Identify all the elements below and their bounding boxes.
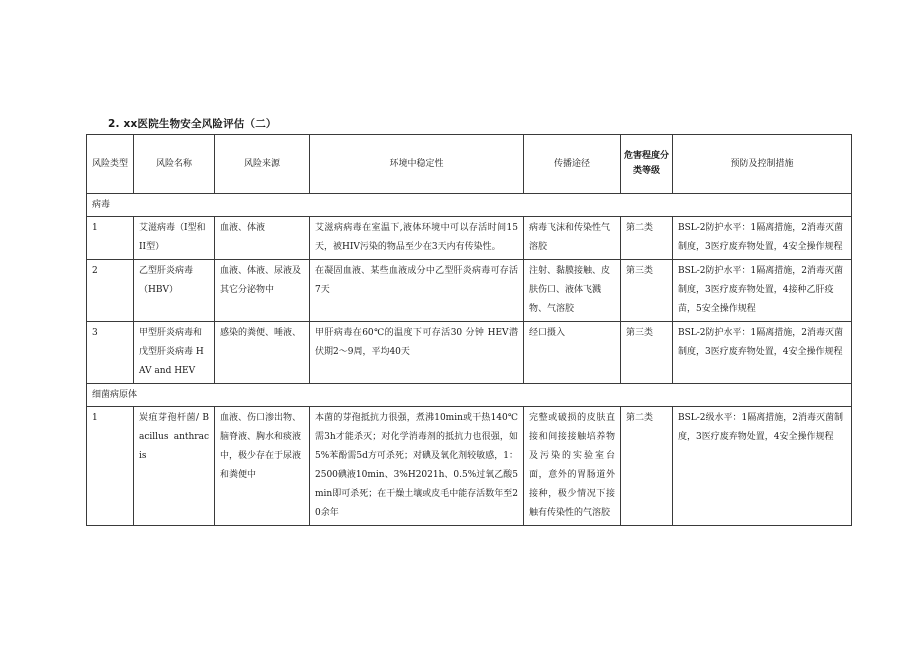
table-row [87, 407, 852, 526]
header-transmission-route: 传播途径 [524, 135, 621, 194]
risk-assessment-table [86, 134, 852, 526]
transmission-route: 完整或破损的皮肤直接和间接接触培养物及污染的实验室台面，意外的胃肠道外接种，极少情况下接触有传染性的气溶胶 [524, 407, 621, 526]
transmission-route: 病毒飞沫和传染性气溶胶 [524, 217, 621, 260]
prevention-measures: BSL-2级水平：1隔离措施，2消毒灭菌制度，3医疗废弃物处置，4安全操作规程 [673, 407, 852, 526]
transmission-route: 经口摄入 [524, 322, 621, 384]
risk-source: 感染的粪便、唾液、 [215, 322, 310, 384]
environment-stability: 在凝固血液、某些血液成分中乙型肝炎病毒可存活7天 [310, 260, 524, 322]
header-risk-type: 风险类型 [87, 135, 134, 194]
header-hazard-level: 危害程度分类等级 [621, 135, 673, 194]
environment-stability: 艾滋病病毒在室温下,液体环境中可以存活时间15天，被HIV污染的物品至少在3天内有传染性。 [310, 217, 524, 260]
row-number: 1 [87, 217, 134, 260]
prevention-measures: BSL-2防护水平：1隔离措施，2消毒灭菌制度，3医疗废弃物处置，4安全操作规程 [673, 217, 852, 260]
section-row-virus [87, 194, 852, 217]
section-row-bacteria [87, 384, 852, 407]
header-environment-stability: 环境中稳定性 [310, 135, 524, 194]
risk-source: 血液、体液 [215, 217, 310, 260]
risk-name: 甲型肝炎病毒和戊型肝炎病毒 HAV and HEV [134, 322, 215, 384]
header-risk-name: 风险名称 [134, 135, 215, 194]
header-risk-source: 风险来源 [215, 135, 310, 194]
table-row [87, 322, 852, 384]
hazard-level: 第三类 [621, 322, 673, 384]
environment-stability: 甲肝病毒在60℃的温度下可存活30 分钟 HEV潜伏期2～9周，平均40天 [310, 322, 524, 384]
risk-name: 艾滋病毒（I型和II型） [134, 217, 215, 260]
transmission-route: 注射、黏膜接触、皮肤伤口、液体飞溅物、气溶胶 [524, 260, 621, 322]
environment-stability: 本菌的芽孢抵抗力很强，煮沸10min或干热140℃需3h才能杀灭；对化学消毒剂的抵抗力也很强，如5%苯酚需5d方可杀死；对碘及氧化剂较敏感，1：2500碘液10min、3%H2021h、0.5%过氧乙酸5min即可杀死；在干燥土壤或皮毛中能存活数年至20余年 [310, 407, 524, 526]
row-number: 1 [87, 407, 134, 526]
hazard-level: 第二类 [621, 407, 673, 526]
prevention-measures: BSL-2防护水平：1隔离措施，2消毒灭菌制度，3医疗废弃物处置，4安全操作规程 [673, 322, 852, 384]
section-label: 病毒 [87, 194, 852, 217]
risk-name: 乙型肝炎病毒（HBV） [134, 260, 215, 322]
row-number: 3 [87, 322, 134, 384]
hazard-level: 第二类 [621, 217, 673, 260]
row-number: 2 [87, 260, 134, 322]
table-header-row [87, 135, 852, 194]
table-row [87, 217, 852, 260]
table-row [87, 260, 852, 322]
page-title: 2. xx医院生物安全风险评估（二） [108, 118, 277, 130]
risk-source: 血液、体液、尿液及其它分泌物中 [215, 260, 310, 322]
header-prevention-measures: 预防及控制措施 [673, 135, 852, 194]
risk-name: 炭疽芽孢杆菌/ Bacillus anthracis [134, 407, 215, 526]
risk-source: 血液、伤口渗出物、脑脊液、胸水和痰液中，极少存在于尿液和粪便中 [215, 407, 310, 526]
section-label: 细菌病原体 [87, 384, 852, 407]
hazard-level: 第三类 [621, 260, 673, 322]
prevention-measures: BSL-2防护水平：1隔离措施，2消毒灭菌制度，3医疗废弃物处置，4接种乙肝疫苗，5安全操作规程 [673, 260, 852, 322]
